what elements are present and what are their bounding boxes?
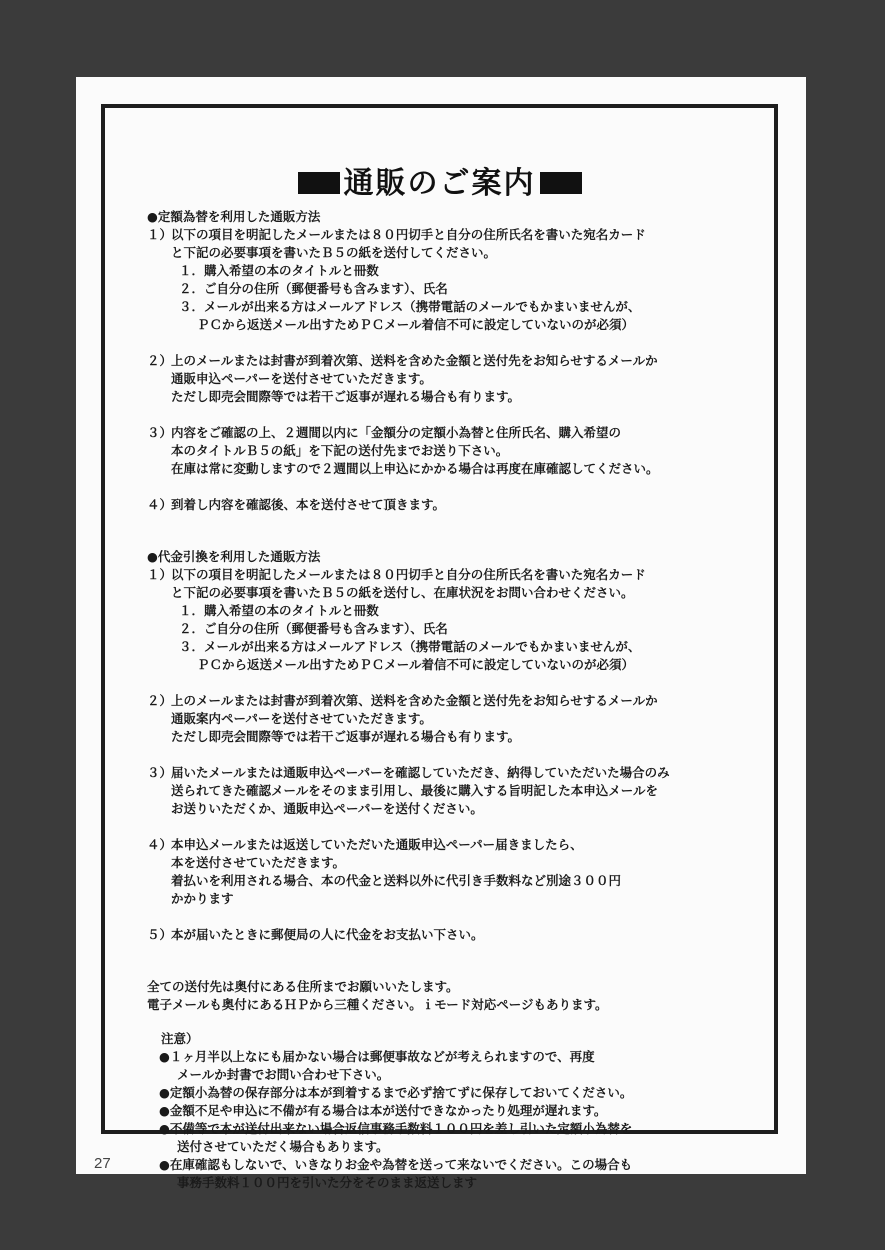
- step-text: 本申込メールまたは返送していただいた通販申込ペーパー届きましたら、: [171, 837, 583, 852]
- step-text-cont: お送りいただくか、通販申込ペーパーを送付ください。: [171, 801, 483, 816]
- step-4: [147, 496, 787, 514]
- section-cash-on-delivery: [147, 548, 787, 944]
- step-text: 本が届いたときに郵便局の人に代金をお支払い下さい。: [171, 927, 484, 942]
- step-text: 内容をご確認の上、２週間以内に「金額分の定額小為替と住所氏名、購入希望の: [171, 425, 622, 440]
- list-item: ３．メールが出来る方はメールアドレス（携帯電話のメールでもかまいませんが、: [179, 299, 641, 314]
- step-1: [147, 226, 787, 244]
- list-item-cont: ＰＣから返送メール出すためＰＣメール着信不可に設定していないのが必須）: [197, 317, 635, 332]
- step-4: [147, 836, 787, 854]
- list-item-cont: ＰＣから返送メール出すためＰＣメール着信不可に設定していないのが必須）: [197, 657, 635, 672]
- step-text: 以下の項目を明記したメールまたは８０円切手と自分の住所氏名を書いた宛名カード: [171, 567, 646, 582]
- title-bar-left: [298, 172, 340, 194]
- step-text-cont: 在庫は常に変動しますので２週間以上申込にかかる場合は再度在庫確認してください。: [171, 461, 659, 476]
- section-postal-order: [147, 208, 787, 514]
- step-3: [147, 424, 787, 442]
- step-1: [147, 566, 787, 584]
- page-number: 27: [94, 1155, 111, 1172]
- step-number: ２）: [147, 353, 173, 368]
- note-item-cont: 送付させていただく場合もあります。: [177, 1139, 389, 1154]
- step-text-cont: 通販申込ペーパーを送付させていただきます。: [171, 371, 432, 386]
- step-number: ２）: [147, 693, 173, 708]
- step-text-cont: ただし即売会間際等では若干ご返事が遅れる場合も有ります。: [171, 389, 521, 404]
- step-text-cont: 本を送付させていただきます。: [171, 855, 346, 870]
- note-item: ●在庫確認もしないで、いきなりお金や為替を送って来ないでください。この場合も: [159, 1157, 633, 1172]
- title-text: 通販のご案内: [343, 166, 536, 201]
- step-2: [147, 692, 787, 710]
- list-item: ２．ご自分の住所（郵便番号も含みます）、氏名: [179, 621, 448, 636]
- document-page: [76, 77, 806, 1190]
- step-text: 届いたメールまたは通販申込ペーパーを確認していただき、納得していただいた場合のみ: [171, 765, 670, 780]
- footer-line: 電子メールも奥付にあるＨＰから三種ください。ｉモード対応ページもあります。: [147, 997, 608, 1012]
- step-number: ５）: [147, 927, 173, 942]
- step-number: ４）: [147, 497, 173, 512]
- list-item: １．購入希望の本のタイトルと冊数: [179, 603, 379, 618]
- note-item-cont: 事務手数料１００円を引いた分をそのまま返送します: [177, 1175, 478, 1190]
- step-text-cont: 着払いを利用される場合、本の代金と送料以外に代引き手数料など別途３００円: [171, 873, 622, 888]
- step-text: 上のメールまたは封書が到着次第、送料を含めた金額と送付先をお知らせするメールか: [171, 693, 658, 708]
- step-number: １）: [147, 567, 173, 582]
- note-item: ●１ヶ月半以上なにも届かない場合は郵便事故などが考えられますので、再度: [159, 1049, 595, 1064]
- title-bar-right: [540, 172, 582, 194]
- note-item: ●定額小為替の保存部分は本が到着するまで必ず捨てずに保存しておいてください。: [159, 1085, 633, 1100]
- step-5: [147, 926, 787, 944]
- step-text: 到着し内容を確認後、本を送付させて頂きます。: [171, 497, 446, 512]
- notes-section: [147, 1030, 787, 1192]
- footer-line: 全ての送付先は奥付にある住所までお願いいたします。: [147, 979, 459, 994]
- step-number: １）: [147, 227, 173, 242]
- step-number: ３）: [147, 425, 173, 440]
- section-heading: ●定額為替を利用した通販方法: [147, 209, 321, 224]
- section-heading: ●代金引換を利用した通販方法: [147, 549, 321, 564]
- list-item: １．購入希望の本のタイトルと冊数: [179, 263, 379, 278]
- note-item: ●不備等で本が送付出来ない場合返信事務手数料１００円を差し引いた定額小為替を: [159, 1121, 633, 1136]
- note-item-cont: メールか封書でお問い合わせ下さい。: [177, 1067, 390, 1082]
- step-2: [147, 352, 787, 370]
- list-item: ２．ご自分の住所（郵便番号も含みます）、氏名: [179, 281, 448, 296]
- step-3: [147, 764, 787, 782]
- step-text-cont: かかります: [171, 891, 234, 906]
- step-text-cont: ただし即売会間際等では若干ご返事が遅れる場合も有ります。: [171, 729, 521, 744]
- step-text-cont: と下記の必要事項を書いたＢ５の紙を送付してください。: [171, 245, 497, 260]
- list-item: ３．メールが出来る方はメールアドレス（携帯電話のメールでもかまいませんが、: [179, 639, 641, 654]
- document-body: [147, 208, 787, 1192]
- step-text-cont: 通販案内ペーパーを送付させていただきます。: [171, 711, 432, 726]
- footer-info: [147, 978, 787, 1014]
- step-text-cont: 送られてきた確認メールをそのまま引用し、最後に購入する旨明記した本申込メールを: [171, 783, 659, 798]
- step-text: 以下の項目を明記したメールまたは８０円切手と自分の住所氏名を書いた宛名カード: [171, 227, 646, 242]
- step-text-cont: と下記の必要事項を書いたＢ５の紙を送付し、在庫状況をお問い合わせください。: [171, 585, 634, 600]
- note-item: ●金額不足や申込に不備が有る場合は本が送付できなかったり処理が遅れます。: [159, 1103, 607, 1118]
- step-text-cont: 本のタイトルＢ５の紙」を下記の送付先までお送り下さい。: [171, 443, 509, 458]
- page-title: [105, 158, 774, 202]
- notes-title: 注意）: [161, 1031, 199, 1046]
- step-text: 上のメールまたは封書が到着次第、送料を含めた金額と送付先をお知らせするメールか: [171, 353, 658, 368]
- step-number: ４）: [147, 837, 173, 852]
- step-number: ３）: [147, 765, 173, 780]
